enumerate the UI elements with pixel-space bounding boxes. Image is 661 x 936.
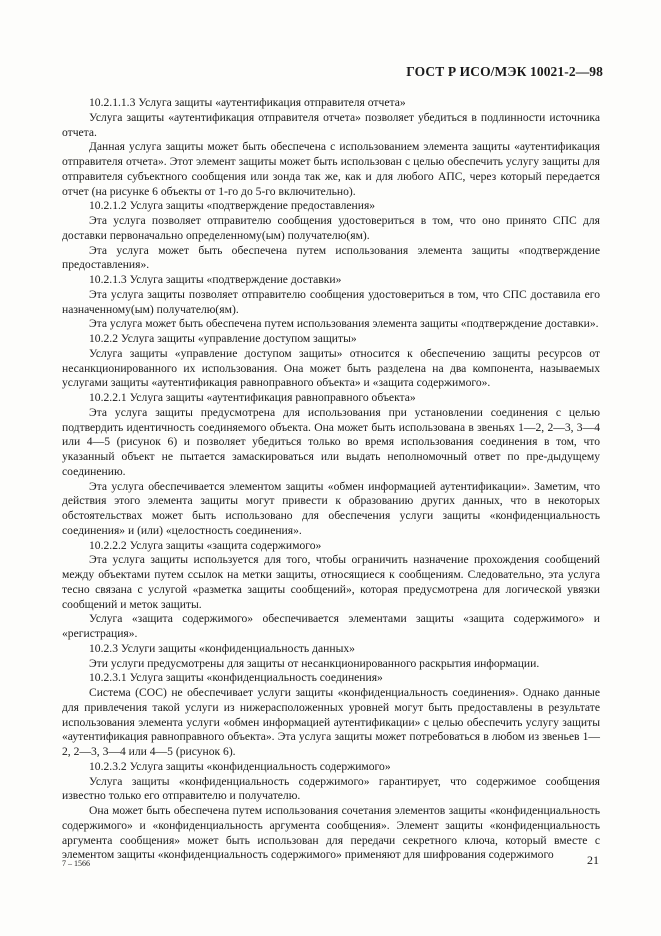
- section-heading: 10.2.1.3 Услуга защиты «подтверждение доставки»: [89, 273, 342, 286]
- body-paragraph: Эта услуга может быть обеспечена путем использования элемента защиты «подтверждение доставки».: [89, 317, 599, 331]
- body-paragraph: Услуга защиты «аутентификация отправителя отчета» позволяет убедиться в подлинности источника отчета.: [62, 110, 600, 139]
- section-heading: 10.2.1.1.3 Услуга защиты «аутентификация отправителя отчета»: [89, 96, 406, 109]
- body-paragraph: Эта услуга может быть обеспечена путем использования элемента защиты «подтверждение предоставления».: [62, 243, 600, 272]
- print-code: 7 – 1566: [62, 859, 90, 868]
- body-paragraph: Эта услуга защиты используется для того, чтобы ограничить назначение прохождения сообщений между объектами путем ссылок на метки защиты, относящиеся к сообщениям. Следовательно, эта услуга тесно связана с услугой «разметка защиты сообщений», которая предусмотрена для логической увязки сообщений и меток защиты.: [62, 553, 600, 611]
- page-number: 21: [587, 853, 599, 867]
- section-heading: 10.2.2 Услуга защиты «управление доступом защиты»: [89, 332, 357, 345]
- section-heading: 10.2.3 Услуги защиты «конфиденциальность данных»: [89, 641, 355, 655]
- body-paragraph: Эта услуга защиты позволяет отправителю сообщения удостовериться в том, что СПС доставила его назначенному(ым) получателю(ям).: [62, 287, 600, 316]
- section-heading: 10.2.1.2 Услуга защиты «подтверждение предоставления»: [89, 199, 376, 213]
- body-paragraph: Услуга защиты «управление доступом защиты» относится к обеспечению защиты ресурсов от несанкционированного их использования. Она может быть разделена на два компонента, называемых услугами защиты «аутентификация равноправного объекта» и «защита содержимого».: [62, 346, 600, 390]
- section-heading: 10.2.3.2 Услуга защиты «конфиденциальность содержимого»: [89, 759, 391, 773]
- body-paragraph: Эта услуга защиты предусмотрена для использования при установлении соединения с целью подтвердить идентичность соединяемого объекта. Она может быть использована в звеньях 1—2, 2—3, 3—4 или 4—5 (рисунок 6) и позволяет убедиться только во время использования соединения в том, что указанный объект не пытается замаскироваться или выдать неполномочный ответ по пре-дыдущему соединению.: [62, 405, 600, 478]
- body-paragraph: Эта услуга позволяет отправителю сообщения удостовериться в том, что оно принято СПС для доставки первоначально определенному(ым) получателю(ям).: [62, 214, 600, 242]
- body-paragraph: Она может быть обеспечена путем использования сочетания элементов защиты «конфиденциальность содержимого» и «конфиденциальность аргумента сообщения». Элемент защиты «конфиденциальность аргумента сообщения» может быть использован для передачи секретного ключа, который вместе с элементом защиты «конфиденциальность содержимого» применяют для шифрования содержимого: [62, 804, 600, 862]
- body-paragraph: Услуга «защита содержимого» обеспечивается элементами защиты «защита содержимого» и «регистрация».: [62, 612, 600, 640]
- body-paragraph: Эти услуги предусмотрены для защиты от несанкционированного раскрытия информации.: [89, 656, 540, 670]
- body-paragraph: Эта услуга обеспечивается элементом защиты «обмен информацией аутентификации». Заметим, что действия этого элемента защиты могут привести к образованию других данных, что в некоторых обстоятельствах может быть использовано для обеспечения услуги защиты «конфиденциальность соединения» и (или) «целостность соединения».: [62, 479, 600, 537]
- section-heading: 10.2.3.1 Услуга защиты «конфиденциальность соединения»: [89, 671, 383, 685]
- body-paragraph: Система (СОС) не обеспечивает услуги защиты «конфиденциальность соединения». Однако данные для привлечения такой услуги из нижерасположенных уровней могут быть предоставлены в результате использования элемента услуги «обмен информацией аутентификации» с целью обеспечить услугу защиты «аутентификация равноправного объекта». Эта услуга защиты может потребоваться в любом из звеньев 1—2, 2—3, 3—4 или 4—5 (рисунок 6).: [62, 686, 600, 758]
- section-heading: 10.2.2.2 Услуга защиты «защита содержимого»: [89, 538, 322, 552]
- body-paragraph: Услуга защиты «конфиденциальность содержимого» гарантирует, что содержимое сообщения известно только его отправителю и получателю.: [62, 774, 600, 803]
- document-body: [62, 96, 600, 863]
- standard-header: ГОСТ Р ИСО/МЭК 10021-2—98: [406, 64, 603, 79]
- section-heading: 10.2.2.1 Услуга защиты «аутентификация равноправного объекта»: [89, 391, 416, 404]
- body-paragraph: Данная услуга защиты может быть обеспечена с использованием элемента защиты «аутентификация отправителя отчета». Этот элемент защиты может быть использован с целью обеспечить услугу защиты для отправителя субъектного сообщения или зонда так же, как и для любого АПС, через который передается отчет (на рисунке 6 объекты от 1-го до 5-го включительно).: [62, 140, 600, 198]
